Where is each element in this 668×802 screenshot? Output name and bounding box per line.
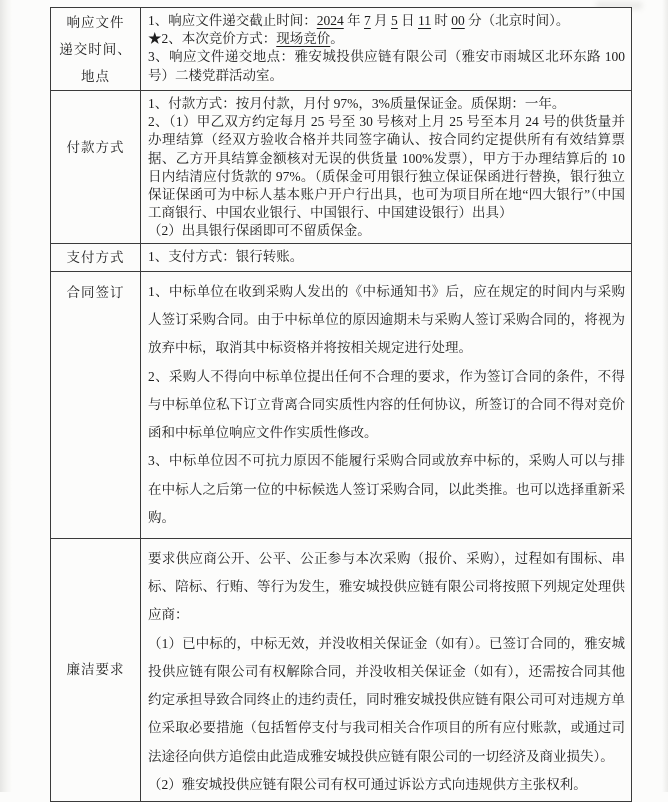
row-header-text (67, 279, 125, 306)
row-header-text (59, 9, 132, 90)
scan-page-right-edge (662, 0, 668, 792)
table-row-integrity-requirements (51, 538, 631, 802)
paragraph (148, 95, 625, 113)
row-content-contract-signing (141, 272, 631, 538)
paragraph (148, 30, 625, 48)
text-segment: （2）出具银行保函即可不留质保金。 (148, 223, 371, 239)
row-content-submission-info (141, 8, 631, 90)
row-header-payment-terms (51, 91, 141, 243)
row-header-line: 地点 (81, 68, 110, 84)
text-segment: 日 (397, 13, 418, 28)
row-header-payment-method (51, 244, 141, 271)
text-segment: 3、中标单位因不可抗力原因不能履行采购合同或放弃中标的，采购人可以与排在中标人之后第一位的中标候选人签订采购合同，以此类推。也可以选择重新采购。 (148, 453, 625, 525)
table-row-payment-method (51, 243, 631, 271)
table-row-payment-terms (51, 90, 631, 243)
paragraph (148, 447, 625, 532)
table-row-submission-info (51, 8, 631, 90)
text-segment: 时 (431, 13, 452, 28)
text-segment: 2、采购人不得向中标单位提出任何不合理的要求，作为签订合同的条件，不得与中标单位私下订立背离合同实质性内容的任何协议，所签订的合同不得对竞价函和中标单位响应文件作实质性修改。 (148, 368, 625, 441)
text-segment: 分（北京时间）。 (464, 13, 570, 28)
row-header-contract-signing (51, 272, 141, 538)
paragraph (148, 248, 625, 266)
row-header-line: 合同签订 (66, 284, 125, 300)
text-segment: （2）雅安城投供应链有限公司有权可通过诉讼方式向违规供方主张权利。 (148, 777, 587, 792)
text-segment: 1、响应文件递交截止时间： (148, 13, 317, 28)
text-segment: （1）已中标的，中标无效，并没收相关保证金（如有）。已签订合同的，雅安城投供应链有限公司有权解除合同，并没收相关保证金（如有），还需按合同其他约定承担导致合同终止的违约责任，同时雅安城投供应链有限公司可对违规方单位采取必要措施（包括暂停支付与我司相关合作项目的所有应付账款，或通过司法途径向供方追偿由此造成雅安城投供应链有限公司的一切经济及商业损失）。 (148, 635, 625, 764)
row-header-line: 递交时间、 (59, 41, 132, 57)
paragraph (148, 630, 625, 771)
paragraph (148, 771, 625, 799)
underlined-value: 5 (391, 13, 398, 28)
row-header-integrity-requirements (51, 539, 141, 802)
underlined-value: 现场竞价 (276, 31, 331, 47)
text-segment: 3、响应文件递交地点：雅安城投供应链有限公司（雅安市雨城区北环东路 100 号）二楼党群活动室。 (148, 49, 625, 83)
row-header-line: 支付方式 (66, 249, 125, 265)
text-segment: 2、（1）甲乙双方约定每月 25 号至 30 号核对上月 25 号至本月 24 号的供货量并办理结算（经双方验收合格并共同签字确认、按合同约定提供所有有效结算票据、乙方开具结算金额核对无误的供货量 100%发票），甲方于办理结算后的 10 日内结清应付货款的 97%。（质保金可用银行独立保证保函进行替换，银行独立保证保函可为中标人基本账户开户行出具，也可为项目所在地“四大银行”（中国工商银行、中国农业银行、中国银行、中国建设银行）出具） (148, 114, 625, 221)
row-header-text (67, 244, 125, 271)
text-segment: 1、中标单位在收到采购人发出的《中标通知书》后，应在规定的时间内与采购人签订采购合同。由于中标单位的原因逾期未与采购人签订采购合同的，将视为放弃中标，取消其中标资格并将按相关规定进行处理。 (148, 283, 625, 356)
paragraph (148, 12, 625, 30)
row-content-payment-method (141, 244, 631, 271)
table-row-contract-signing (51, 271, 631, 538)
row-content-integrity-requirements (141, 539, 631, 802)
row-header-line: 付款方式 (66, 140, 125, 156)
text-segment: 1、支付方式：银行转账。 (148, 248, 304, 264)
underlined-value: 2024 (316, 13, 344, 28)
text-segment: ★2、本次竞价方式： (148, 31, 277, 47)
paragraph (148, 545, 625, 630)
scan-page-left-edge (0, 0, 12, 792)
row-header-line: 廉洁要求 (66, 662, 125, 678)
row-header-text (67, 134, 125, 161)
underlined-value: 11 (418, 13, 431, 28)
paragraph (148, 222, 625, 240)
row-header-text (67, 656, 125, 683)
text-segment: 1、付款方式：按月付款，月付 97%，3%质量保证金。质保期：一年。 (148, 96, 566, 111)
text-segment: 月 (370, 13, 391, 28)
underlined-value: 7 (364, 13, 371, 28)
paragraph (148, 363, 625, 448)
row-header-line: 响应文件 (66, 14, 125, 30)
text-segment: 年 (343, 13, 364, 28)
underlined-value: 00 (451, 13, 465, 28)
paragraph (148, 278, 625, 363)
row-content-payment-terms (141, 91, 631, 243)
text-segment: 。 (330, 31, 344, 47)
text-segment: 要求供应商公开、公平、公正参与本次采购（报价、采购），过程如有围标、串标、陪标、行贿、等行为发生，雅安城投供应链有限公司将按照下列规定处理供应商： (148, 550, 625, 623)
paragraph (148, 113, 625, 222)
row-header-submission-info (51, 8, 141, 90)
paragraph (148, 48, 625, 84)
procurement-terms-table (50, 7, 632, 802)
